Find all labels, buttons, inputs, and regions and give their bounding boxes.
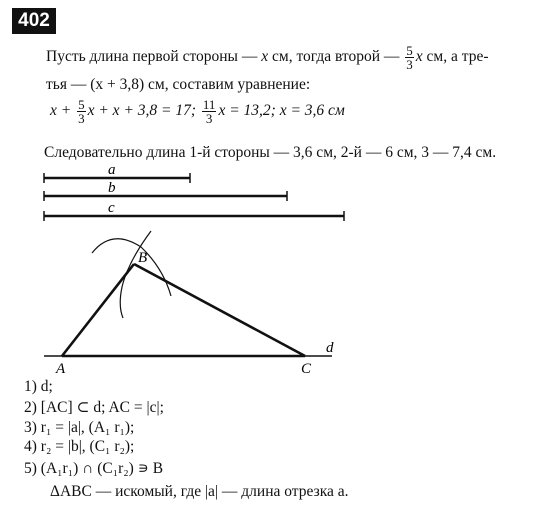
eq-part-a: x + — [50, 102, 76, 120]
segment-a-label: a — [108, 162, 116, 178]
point-C-label: C — [301, 361, 312, 377]
text-line-1-b: см, тогда второй — — [268, 48, 404, 66]
eq-part-c: x = 13,2; x = 3,6 см — [218, 102, 345, 120]
problem-number-badge: 402 — [12, 8, 56, 34]
var-x-2: x — [415, 48, 423, 66]
eq-fraction-denominator: 3 — [78, 111, 85, 126]
step-1: 1) d; — [24, 378, 53, 395]
fraction-numerator: 5 — [406, 43, 413, 58]
conclusion-line: Следовательно длина 1-й стороны — 3,6 см, 2-й — 6 см, 3 — 7,4 см. — [44, 144, 497, 161]
step-5: 5) (A₁r₁) ∩ (C₁r₂) ∍ B — [24, 460, 164, 477]
eq-fraction-numerator: 5 — [78, 97, 85, 112]
step-2: 2) [AC] ⊂ d; AC = |c|; — [24, 399, 164, 416]
fraction-denominator: 3 — [406, 57, 413, 72]
final-statement: ΔABC — искомый, где |a| — длина отрезка a. — [50, 483, 349, 500]
eq-fraction2-numerator: 11 — [202, 97, 216, 112]
text-line-2: тья — (x + 3,8) см, составим уравнение: — [46, 76, 311, 93]
step-3: 3) r₁ = |a|, (A₁ r₁); — [24, 419, 135, 436]
side-AB — [62, 264, 134, 356]
eq-part-b: x + x + 3,8 = 17; — [87, 102, 197, 120]
text-line-1-d: см, а тре- — [422, 48, 489, 66]
line-d-label: d — [326, 340, 334, 356]
side-BC — [134, 264, 305, 356]
point-A-label: A — [56, 361, 66, 377]
text-line-1-a: Пусть длина первой стороны — — [46, 48, 262, 66]
step-4: 4) r₂ = |b|, (C₁ r₂); — [24, 438, 135, 455]
point-B-label: B — [138, 250, 148, 266]
var-x: x — [261, 48, 269, 66]
segment-b-label: b — [108, 180, 116, 196]
segment-c-label: c — [108, 200, 115, 216]
eq-fraction2-denominator: 3 — [205, 111, 213, 126]
